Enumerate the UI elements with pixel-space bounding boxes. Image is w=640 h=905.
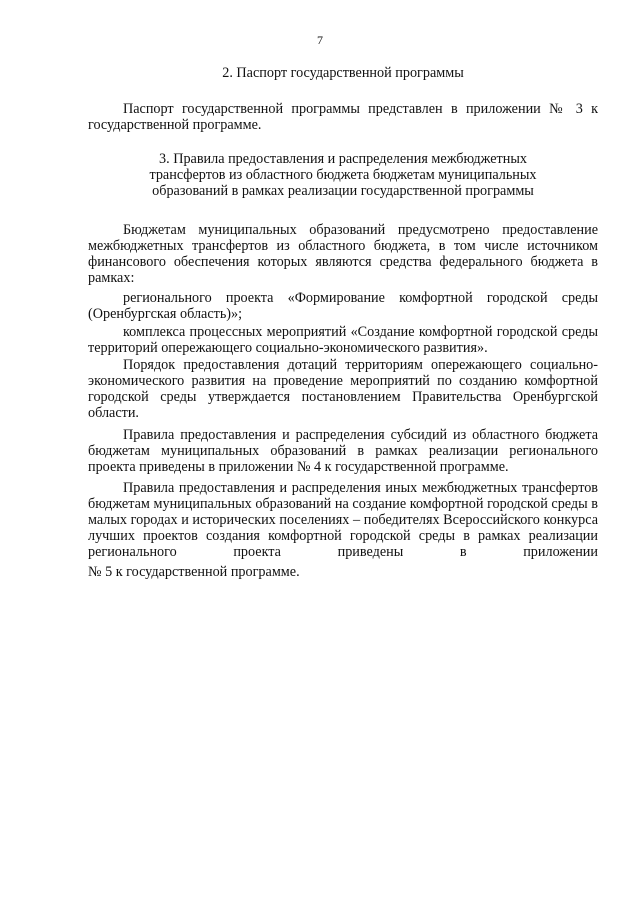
section-3-paragraph-2: регионального проекта «Формирование комфортной городской среды (Оренбургская область)»;	[88, 290, 598, 322]
section-3-title-line-3: образований в рамках реализации государственной программы	[152, 183, 534, 199]
section-3-paragraph-1: Бюджетам муниципальных образований предусмотрено предоставление межбюджетных трансфертов из областного бюджета, в том числе источником финансового обеспечения которых являются средства федерального бюджета в рамках:	[88, 222, 598, 286]
section-3-title	[88, 151, 598, 199]
section-2-title: 2. Паспорт государственной программы	[222, 65, 464, 81]
section-3-paragraph-5: Правила предоставления и распределения субсидий из областного бюджета бюджетам муниципальных образований в рамках реализации регионального проекта приведены в приложении № 4 к государственной программе.	[88, 427, 598, 475]
section-3-paragraph-6: Правила предоставления и распределения иных межбюджетных трансфертов бюджетам муниципальных образований на создание комфортной городской среды в малых городах и исторических поселениях – победителях Всероссийского конкурса лучших проектов создания комфортной городской среды в рамках реализации регионального проекта приведены в приложении	[88, 480, 598, 560]
section-3-paragraph-6-continuation: № 5 к государственной программе.	[88, 564, 300, 580]
section-3-title-line-1: 3. Правила предоставления и распределения межбюджетных	[159, 151, 527, 167]
section-3-paragraph-3: комплекса процессных мероприятий «Создание комфортной городской среды территорий опережающего социально-экономического развития».	[88, 324, 598, 356]
page-number: 7	[317, 33, 323, 47]
section-3-paragraph-4: Порядок предоставления дотаций территориям опережающего социально-экономического развития на проведение мероприятий по созданию комфортной городской среды утверждается постановлением Правительства Оренбургской области.	[88, 357, 598, 421]
section-2-paragraph: Паспорт государственной программы представлен в приложении № 3 к государственной программе.	[88, 101, 598, 133]
section-3-title-line-2: трансфертов из областного бюджета бюджетам муниципальных	[149, 167, 537, 183]
